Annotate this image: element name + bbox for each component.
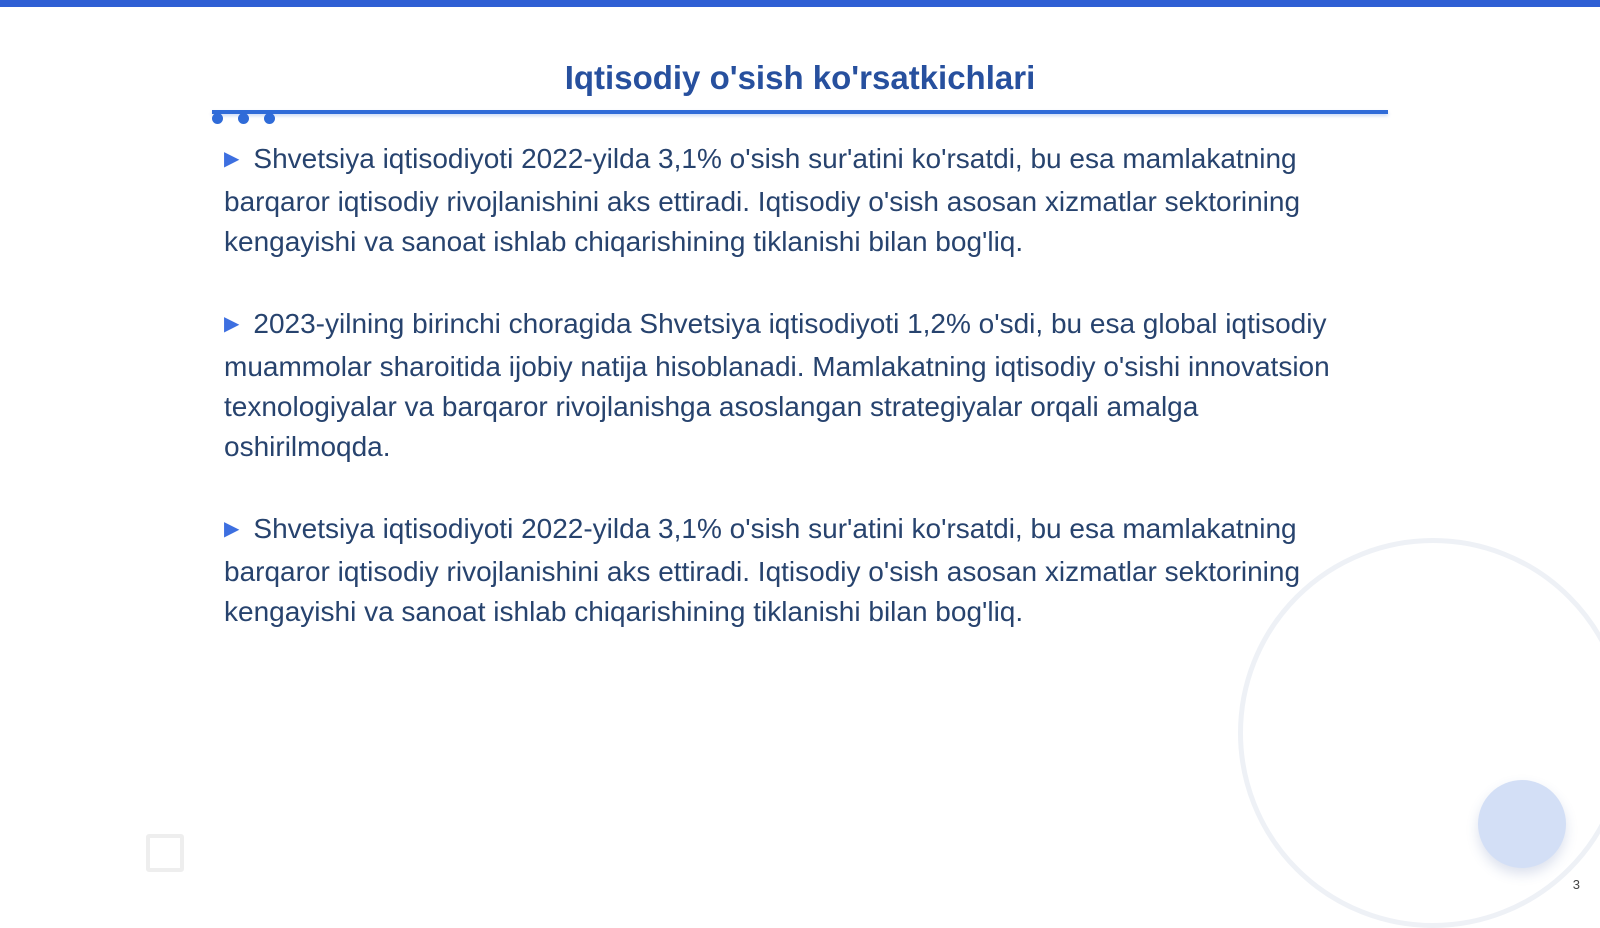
- bullet-arrow-icon: ▶: [224, 313, 240, 335]
- paragraph-text: 2023-yilning birinchi choragida Shvetsiya iqtisodiyoti 1,2% o'sdi, bu esa global iqtisodiy muammolar sharoitida ijobiy natija hisoblanadi. Mamlakatning iqtisodiy o'sishi innovatsion texnologiyalar va barqaror rivojlanishga asoslangan strategiyalar orqali amalga oshirilmoqda.: [224, 308, 1330, 462]
- decorative-ring: [1238, 538, 1600, 928]
- decorative-square: [146, 834, 184, 872]
- decorative-dot-1: [212, 113, 223, 124]
- title-underline: [212, 110, 1388, 114]
- slide-title: Iqtisodiy o'sish ko'rsatkichlari: [564, 59, 1036, 96]
- paragraph-1: [224, 139, 1354, 262]
- slide-body: [224, 139, 1354, 674]
- paragraph-3: [224, 509, 1354, 632]
- bullet-arrow-icon: ▶: [224, 518, 240, 540]
- page-number: 3: [1572, 877, 1580, 892]
- paragraph-text: Shvetsiya iqtisodiyoti 2022-yilda 3,1% o'sish sur'atini ko'rsatdi, bu esa mamlakatning barqaror iqtisodiy rivojlanishini aks ettiradi. Iqtisodiy o'sish asosan xizmatlar sektorining kengayishi va sanoat ishlab chiqarishining tiklanishi bilan bog'liq.: [224, 513, 1301, 627]
- paragraph-2: [224, 304, 1354, 467]
- decorative-circle: [1478, 780, 1566, 868]
- decorative-dot-2: [238, 113, 249, 124]
- bullet-arrow-icon: ▶: [224, 148, 240, 170]
- paragraph-text: Shvetsiya iqtisodiyoti 2022-yilda 3,1% o'sish sur'atini ko'rsatdi, bu esa mamlakatning barqaror iqtisodiy rivojlanishini aks ettiradi. Iqtisodiy o'sish asosan xizmatlar sektorining kengayishi va sanoat ishlab chiqarishining tiklanishi bilan bog'liq.: [224, 143, 1301, 257]
- decorative-dot-3: [264, 113, 275, 124]
- top-accent-bar: [0, 0, 1600, 7]
